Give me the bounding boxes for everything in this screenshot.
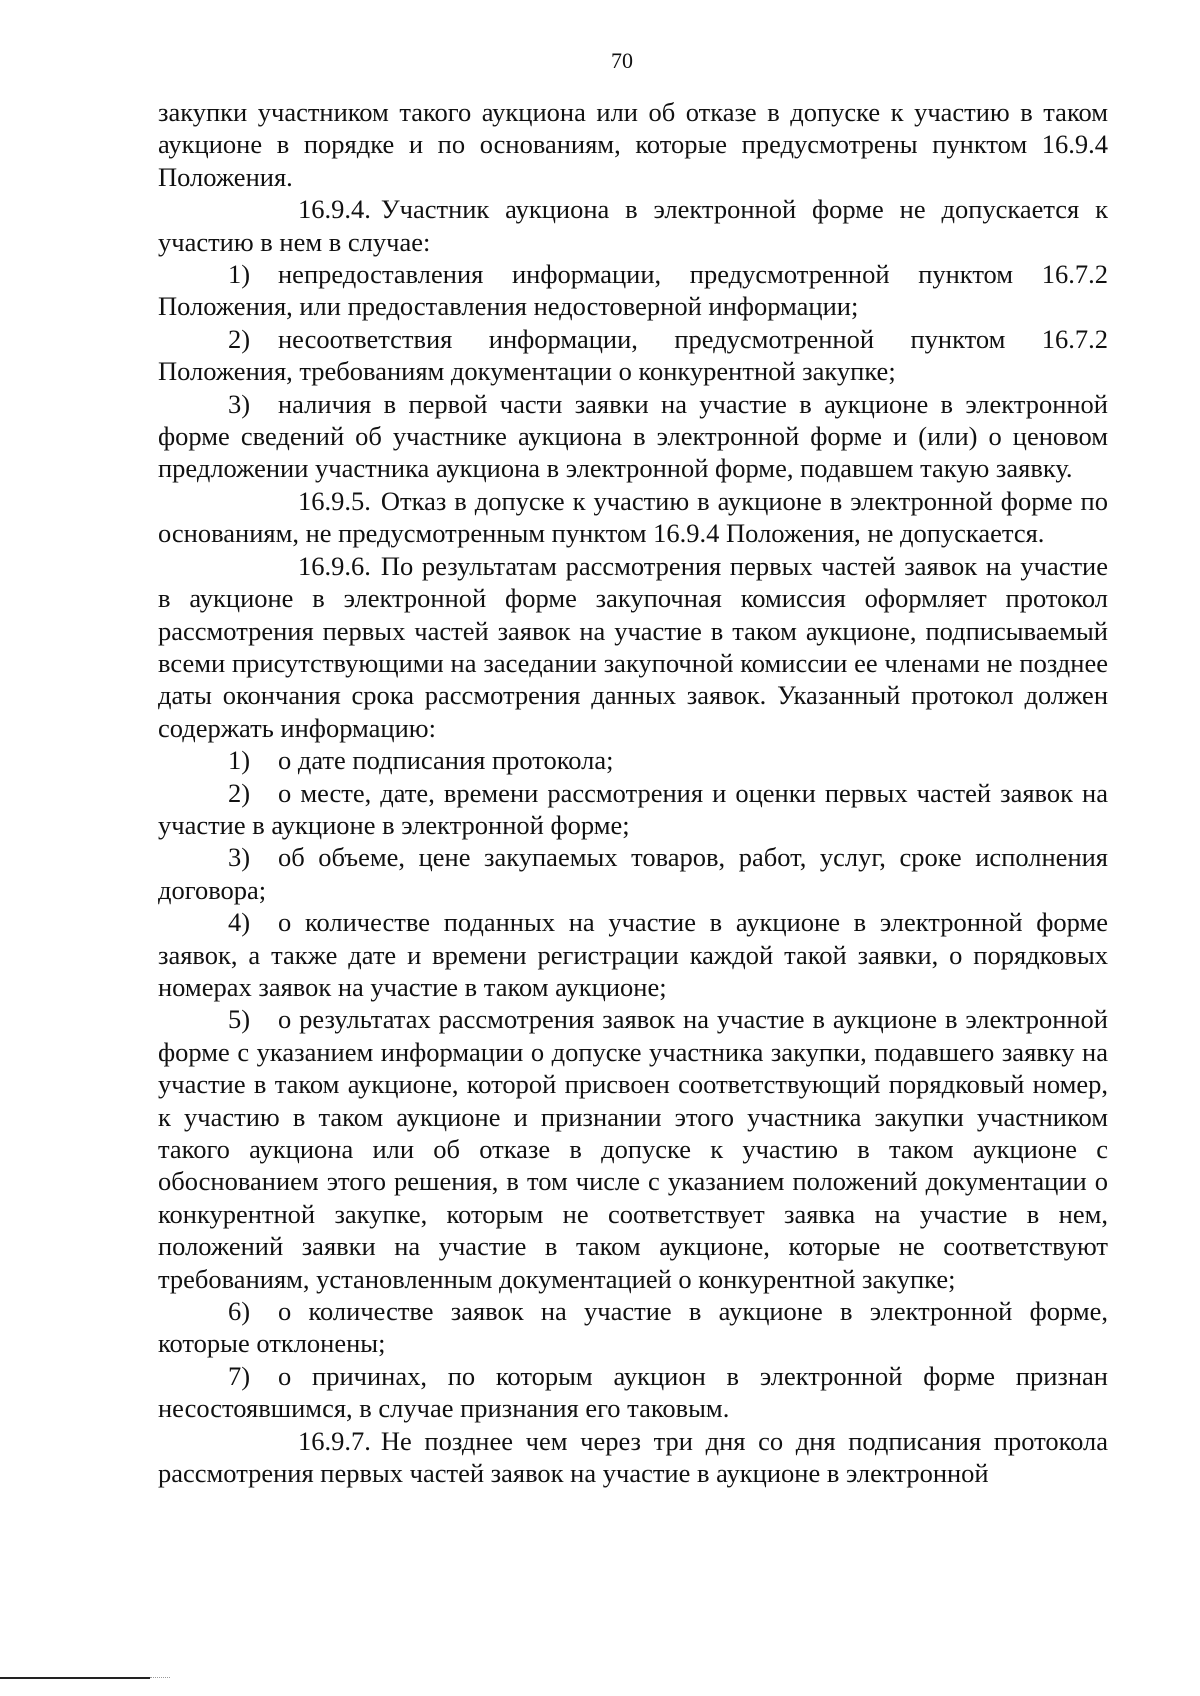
list-item: 2) несоответствия информации, предусмотренной пунктом 16.7.2 Положения, требованиям документации о конкурентной закупке;: [158, 323, 1108, 387]
clause-16-9-4: 16.9.4. Участник аукциона в электронной форме не допускается к участию в нем в случае:: [158, 194, 1108, 257]
paragraph-continuation: закупки участником такого аукциона или об отказе в допуске к участию в таком аукционе в порядке и по основаниям, которые предусмотрены пунктом 16.9.4 Положения.: [158, 97, 1108, 192]
page-number: 70: [611, 48, 633, 73]
list-item: 2) о месте, дате, времени рассмотрения и оценки первых частей заявок на участие в аукционе в электронной форме;: [158, 777, 1108, 840]
clause-16-9-7: 16.9.7. Не позднее чем через три дня со дня подписания протокола рассмотрения первых частей заявок на участие в аукционе в электронной: [158, 1425, 1108, 1489]
footer-rule: [0, 1677, 150, 1679]
clause-16-9-6: 16.9.6. По результатам рассмотрения первых частей заявок на участие в аукционе в электронной форме закупочная комиссия оформляет протокол рассмотрения первых частей заявок на участие в таком аукционе, подписываемый всеми присутствующими на заседании закупочной комиссии ее членами не позднее даты окончания срока рассмотрения данных заявок. Указанный протокол должен содержать информацию:: [158, 550, 1108, 743]
list-item: 7) о причинах, по которым аукцион в электронной форме признан несостоявшимся, в случае признания его таковым.: [158, 1360, 1108, 1424]
list-item: 6) о количестве заявок на участие в аукционе в электронной форме, которые отклонены;: [158, 1296, 1108, 1359]
list-item: 3) об объеме, цене закупаемых товаров, работ, услуг, сроке исполнения договора;: [158, 842, 1108, 905]
list-item: 4) о количестве поданных на участие в аукционе в электронной форме заявок, а также дате и времени регистрации каждой такой заявки, о порядковых номерах заявок на участие в таком аукционе;: [158, 907, 1108, 1002]
clause-16-9-5: 16.9.5. Отказ в допуске к участию в аукционе в электронной форме по основаниям, не предусмотренным пунктом 16.9.4 Положения, не допускается.: [158, 485, 1108, 549]
list-item: 5) о результатах рассмотрения заявок на участие в аукционе в электронной форме с указанием информации о допуске участника закупки, подавшего заявку на участие в таком аукционе, которой присвоен соответствующий порядковый номер, к участию в таком аукционе и признании этого участника закупки участником такого аукциона или об отказе в допуске к участию в таком аукционе с обоснованием этого решения, в том числе с указанием положений документации о конкурентной закупке, которым не соответствует заявка на участие в нем, положений заявки на участие в таком аукционе, которые не соответствуют требованиям, установленным документацией о конкурентной закупке;: [158, 1004, 1108, 1294]
list-item: 1) непредоставления информации, предусмотренной пунктом 16.7.2 Положения, или предоставления недостоверной информации;: [158, 259, 1108, 322]
document-body: [158, 96, 1108, 1489]
footer-rule-dots: [150, 1677, 170, 1679]
list-item: 3) наличия в первой части заявки на участие в аукционе в электронной форме сведений об участнике аукциона в электронной форме и (или) о ценовом предложении участника аукциона в электронной форме, подавшем такую заявку.: [158, 388, 1108, 484]
list-item: 1) о дате подписания протокола;: [228, 745, 614, 776]
